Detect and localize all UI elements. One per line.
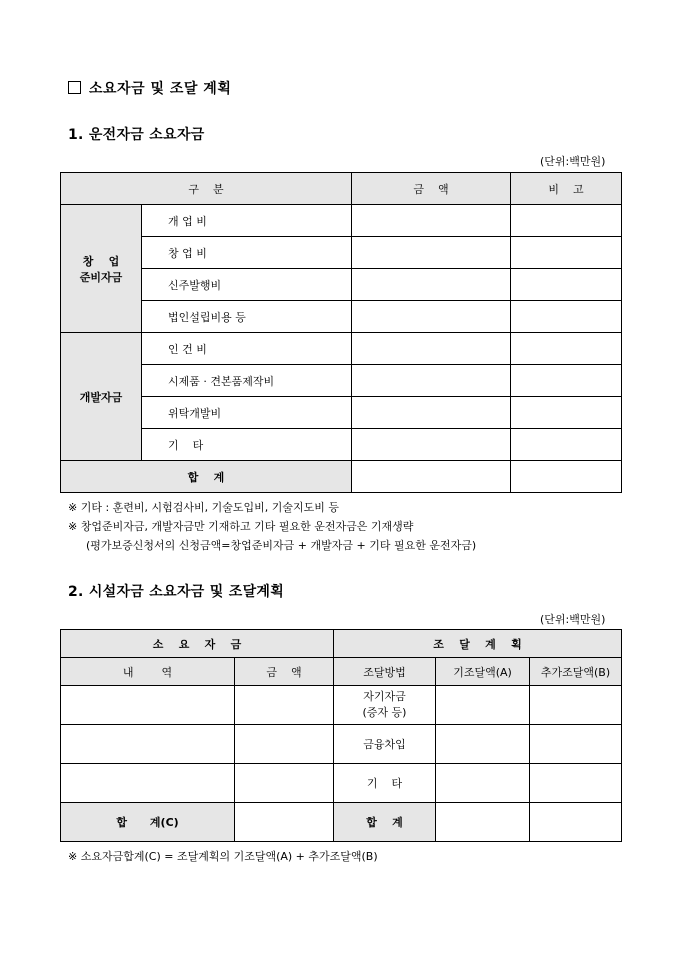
group-label-startup: 창 업 준비자금 [61,205,142,333]
total-label-funding: 합 계 [334,803,436,842]
note-cell [511,269,622,301]
method-loan: 금융차입 [334,725,436,764]
additional-cell [530,725,622,764]
detail-cell [61,725,235,764]
amount-cell [235,686,334,725]
item-label: 기 타 [142,429,352,461]
item-label: 창 업 비 [142,237,352,269]
total-label: 합 계 [61,461,352,493]
base-cell [436,686,530,725]
amount-cell [352,365,511,397]
total-note-cell [511,461,622,493]
header-note: 비 고 [511,173,622,205]
amount-cell [352,205,511,237]
total-amount-cell [352,461,511,493]
header-amount: 금 액 [235,658,334,686]
method-self-funds: 자기자금 (증자 등) [334,686,436,725]
note-cell [511,205,622,237]
total-label-required: 합 계(C) [61,803,235,842]
note-1: ※ 기타 : 훈련비, 시험검사비, 기술도입비, 기술지도비 등 [68,501,340,514]
amount-cell [352,269,511,301]
detail-cell [61,764,235,803]
additional-cell [530,686,622,725]
note-cell [511,429,622,461]
header-method: 조달방법 [334,658,436,686]
note-cell [511,333,622,365]
note-section2: ※ 소요자금합계(C) = 조달계획의 기조달액(A) + 추가조달액(B) [68,850,378,863]
note-cell [511,237,622,269]
amount-cell [352,333,511,365]
item-label: 신주발행비 [142,269,352,301]
amount-cell [352,301,511,333]
method-other: 기 타 [334,764,436,803]
section1-heading: 1. 운전자금 소요자금 [68,127,205,143]
item-label: 법인설립비용 등 [142,301,352,333]
total-additional-cell [530,803,622,842]
header-additional: 추가조달액(B) [530,658,622,686]
section2-heading: 2. 시설자금 소요자금 및 조달계획 [68,584,285,600]
facility-fund-table [60,629,622,842]
header-required-funds: 소 요 자 금 [61,630,334,658]
amount-cell [235,764,334,803]
item-label: 인 건 비 [142,333,352,365]
header-base: 기조달액(A) [436,658,530,686]
amount-cell [352,429,511,461]
note-cell [511,301,622,333]
group-label-development: 개발자금 [61,333,142,461]
note-3: (평가보증신청서의 신청금액=창업준비자금 + 개발자금 + 기타 필요한 운전자금) [86,539,477,552]
header-amount: 금 액 [352,173,511,205]
section1-unit: (단위:백만원) [540,155,606,168]
amount-cell [352,397,511,429]
amount-cell [235,725,334,764]
total-base-cell [436,803,530,842]
operating-fund-table [60,172,622,493]
header-category: 구 분 [61,173,352,205]
checkbox-square-icon [68,81,81,94]
base-cell [436,725,530,764]
additional-cell [530,764,622,803]
page-title: 소요자금 및 조달 계획 [68,78,231,98]
item-label: 위탁개발비 [142,397,352,429]
base-cell [436,764,530,803]
header-funding-plan: 조 달 계 획 [334,630,622,658]
note-cell [511,365,622,397]
note-2: ※ 창업준비자금, 개발자금만 기재하고 기타 필요한 운전자금은 기재생략 [68,520,414,533]
section2-unit: (단위:백만원) [540,613,606,626]
detail-cell [61,686,235,725]
amount-cell [352,237,511,269]
total-amount-cell [235,803,334,842]
header-detail: 내 역 [61,658,235,686]
note-cell [511,397,622,429]
item-label: 시제품 · 견본품제작비 [142,365,352,397]
item-label: 개 업 비 [142,205,352,237]
